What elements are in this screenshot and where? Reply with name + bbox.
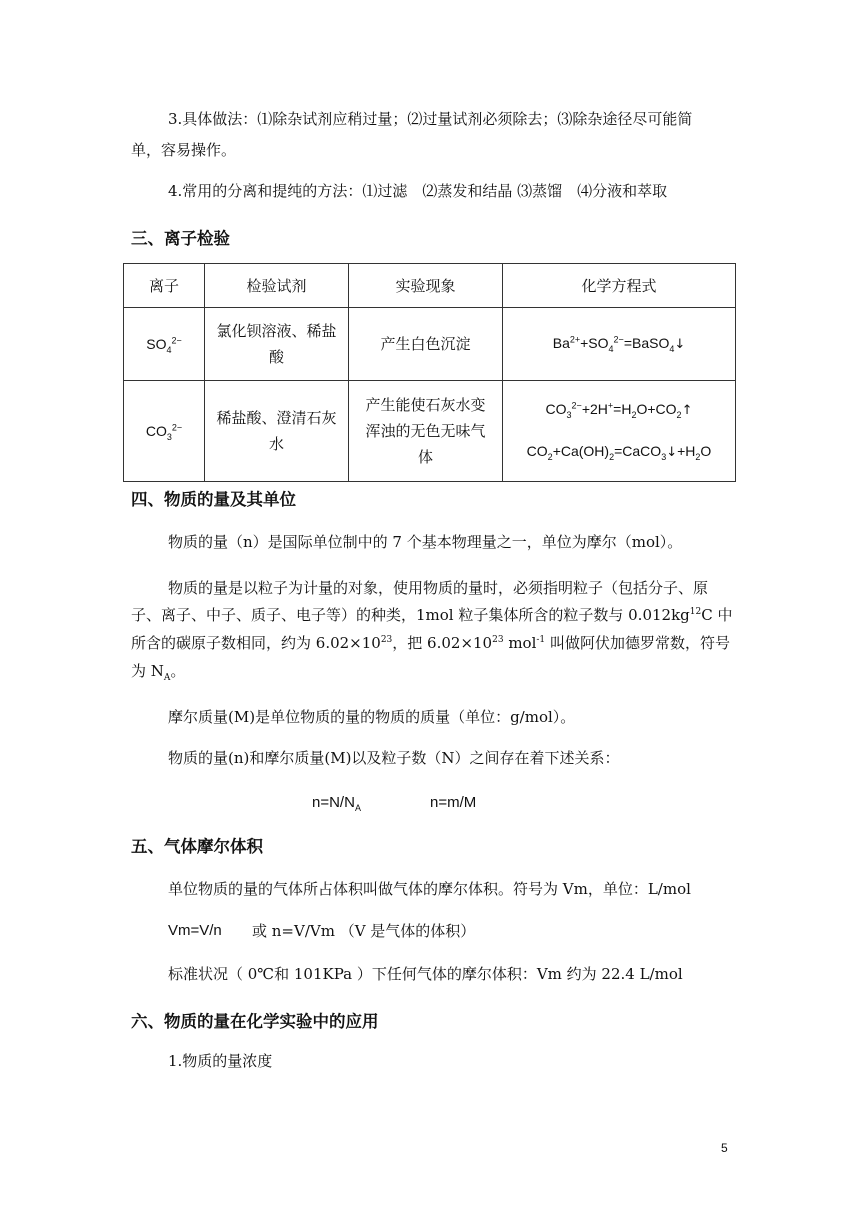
formula-vm: Vm=V/n [168, 922, 222, 939]
table-header-row [124, 264, 736, 308]
header-equation: 化学方程式 [503, 264, 736, 308]
item4-line: 4.常用的分离和提纯的方法：⑴过滤 ⑵蒸发和结晶 ⑶蒸馏 ⑷分液和萃取 [168, 182, 668, 200]
page-number: 5 [721, 1141, 728, 1155]
section4-para2-line2: 子、离子、中子、质子、电子等）的种类，1mol 粒子集体所含的粒子数与 $0.012kg^{12}C$ 中 [131, 606, 733, 624]
item3-line2: 单，容易操作。 [131, 141, 237, 159]
phenomenon-cell: 产生能使石灰水变 浑浊的无色无味气 体 [349, 381, 503, 482]
section4-para2-line4: 为 $N_A$。 [131, 662, 186, 683]
formula-n-from-vm: 或 n=V/Vm （V 是气体的体积） [252, 922, 476, 940]
section4-para2-line3: 所含的碳原子数相同，约为 $6.02\times 10^{23}$，把 $6.02\times 10^{23}$ mol$^{-1}$ 叫做阿伏加德罗常数，符号 [131, 634, 730, 652]
header-ion: 离子 [124, 264, 205, 308]
reagent-cell: 稀盐酸、澄清石灰 水 [205, 381, 349, 482]
header-reagent: 检验试剂 [205, 264, 349, 308]
section6-item1: 1.物质的量浓度 [168, 1052, 273, 1070]
precipitate-arrow-icon: ↓ [666, 445, 678, 460]
reagent-cell: 氯化钡溶液、稀盐 酸 [205, 308, 349, 381]
section3-heading: 三、离子检验 [131, 229, 230, 248]
equation-cell: $Ba^{2+}+SO_4^{2-}=BaSO_4↓$ [503, 308, 736, 381]
formula-n-from-m: n=m/M [430, 794, 477, 811]
section4-para4: 物质的量(n)和摩尔质量(M)以及粒子数（N）之间存在着下述关系： [168, 749, 620, 767]
item3-line1: 3.具体做法：⑴除杂试剂应稍过量；⑵过量试剂必须除去；⑶除杂途径尽可能简 [168, 110, 693, 128]
precipitate-arrow-icon: ↓ [674, 337, 686, 352]
section6-heading: 六、物质的量在化学实验中的应用 [131, 1012, 379, 1031]
section4-heading: 四、物质的量及其单位 [131, 490, 296, 509]
ion-cell-carbonate: $CO_3^{2-}$ [124, 381, 205, 482]
section5-para3: 标准状况（ 0℃和 101KPa ）下任何气体的摩尔体积：Vm 约为 22.4 L/mol [168, 965, 683, 983]
ion-cell-sulfate: $SO_4^{2-}$ [124, 308, 205, 381]
equation-cell: $CO_3^{2-}+2H^+=H_2O+CO_2↑$ $CO_2+Ca(OH)_2=CaCO_3↓+H_2O$ [503, 381, 736, 482]
section4-para3: 摩尔质量(M)是单位物质的量的物质的质量（单位：g/mol）。 [168, 708, 576, 726]
phenomenon-cell: 产生白色沉淀 [349, 308, 503, 381]
table-row [124, 308, 736, 381]
gas-arrow-icon: ↑ [681, 403, 693, 418]
section4-para2-line1: 物质的量是以粒子为计量的对象，使用物质的量时，必须指明粒子（包括分子、原 [168, 579, 709, 597]
section4-para1: 物质的量（n）是国际单位制中的 7 个基本物理量之一，单位为摩尔（mol）。 [168, 533, 683, 551]
header-phenomenon: 实验现象 [349, 264, 503, 308]
section5-heading: 五、气体摩尔体积 [131, 837, 263, 856]
section5-para1: 单位物质的量的气体所占体积叫做气体的摩尔体积。符号为 Vm，单位：L/mol [168, 880, 691, 898]
table-row [124, 381, 736, 482]
ion-test-table [123, 263, 736, 482]
formula-n-from-N: $n=N/N_A$ [312, 794, 361, 813]
